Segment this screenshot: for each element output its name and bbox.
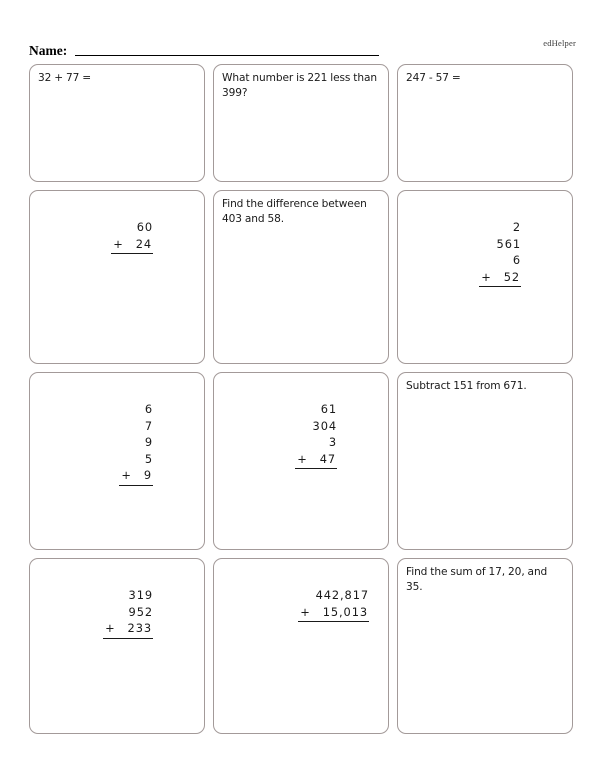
- problem-row-2: [29, 190, 574, 364]
- problem-prompt: 32 + 77 =: [38, 72, 92, 84]
- addend-row: [479, 236, 521, 253]
- column-arithmetic: [38, 587, 197, 639]
- addend-value: 233: [127, 621, 152, 635]
- operator-symbol: +: [113, 236, 124, 251]
- edhelper-logo: edHelper: [543, 38, 576, 48]
- addend-value: 7: [144, 418, 153, 433]
- addend-row-last: [103, 620, 153, 639]
- column-arithmetic: [406, 219, 565, 287]
- problem-grid: [29, 64, 574, 734]
- addend-row: [295, 434, 337, 451]
- problem-box-7[interactable]: [29, 372, 205, 550]
- problem-prompt: Find the difference between 403 and 58.: [222, 198, 367, 225]
- problem-box-12[interactable]: [397, 558, 573, 734]
- addend-row-last: [111, 236, 153, 255]
- problem-prompt: Find the sum of 17, 20, and 35.: [406, 566, 548, 593]
- problem-box-6[interactable]: [397, 190, 573, 364]
- problem-row-4: [29, 558, 574, 734]
- addend-row-last: [295, 451, 337, 470]
- addend-row: [103, 587, 153, 604]
- problem-prompt: What number is 221 less than 399?: [222, 72, 377, 99]
- addend-row: [298, 587, 369, 604]
- problem-box-5[interactable]: [213, 190, 389, 364]
- addend-value: 6: [144, 402, 153, 416]
- operator-symbol: +: [300, 604, 311, 619]
- addend-row: [119, 401, 153, 418]
- addend-row: [103, 604, 153, 621]
- addend-row: [119, 451, 153, 468]
- addend-value: 60: [136, 220, 153, 234]
- problem-box-2[interactable]: [213, 64, 389, 182]
- problem-row-3: [29, 372, 574, 550]
- addend-value: 15,013: [322, 604, 368, 619]
- column-arithmetic: [222, 587, 381, 622]
- addend-value: 9: [143, 468, 152, 482]
- addend-value: 24: [135, 236, 152, 251]
- problem-box-9[interactable]: [397, 372, 573, 550]
- addend-value: 952: [128, 604, 153, 619]
- addend-row: [111, 219, 153, 236]
- name-write-line[interactable]: [75, 55, 379, 56]
- addend-value: 9: [144, 435, 153, 449]
- addend-row: [119, 418, 153, 435]
- problem-box-10[interactable]: [29, 558, 205, 734]
- addend-value: 52: [503, 269, 520, 284]
- addend-value: 5: [144, 451, 153, 466]
- problem-prompt: Subtract 151 from 671.: [406, 380, 527, 392]
- problem-row-1: [29, 64, 574, 182]
- operator-symbol: +: [121, 468, 132, 482]
- addend-row: [295, 418, 337, 435]
- column-arithmetic: [222, 401, 381, 469]
- addend-row: [119, 434, 153, 451]
- problem-box-8[interactable]: [213, 372, 389, 550]
- column-arithmetic: [38, 219, 197, 254]
- problem-prompt: 247 - 57 =: [406, 72, 461, 84]
- operator-symbol: +: [297, 451, 308, 466]
- addend-value: 319: [128, 588, 153, 602]
- addend-value: 442,817: [315, 588, 369, 602]
- problem-box-1[interactable]: [29, 64, 205, 182]
- operator-symbol: +: [481, 269, 492, 284]
- problem-box-4[interactable]: [29, 190, 205, 364]
- column-arithmetic: [38, 401, 197, 486]
- addend-row-last: [119, 467, 153, 486]
- addend-value: 304: [312, 418, 337, 433]
- problem-box-3[interactable]: [397, 64, 573, 182]
- problem-box-11[interactable]: [213, 558, 389, 734]
- addend-value: 2: [512, 220, 521, 234]
- name-field-row: [29, 44, 379, 58]
- addend-value: 3: [328, 435, 337, 449]
- operator-symbol: +: [105, 621, 116, 635]
- addend-value: 47: [319, 451, 336, 466]
- addend-value: 6: [512, 253, 521, 267]
- addend-row-last: [479, 269, 521, 288]
- addend-row: [479, 252, 521, 269]
- addend-row: [295, 401, 337, 418]
- addend-row-last: [298, 604, 369, 623]
- name-label: Name:: [29, 43, 68, 58]
- addend-row: [479, 219, 521, 236]
- addend-value: 561: [496, 236, 521, 251]
- addend-value: 61: [320, 402, 337, 416]
